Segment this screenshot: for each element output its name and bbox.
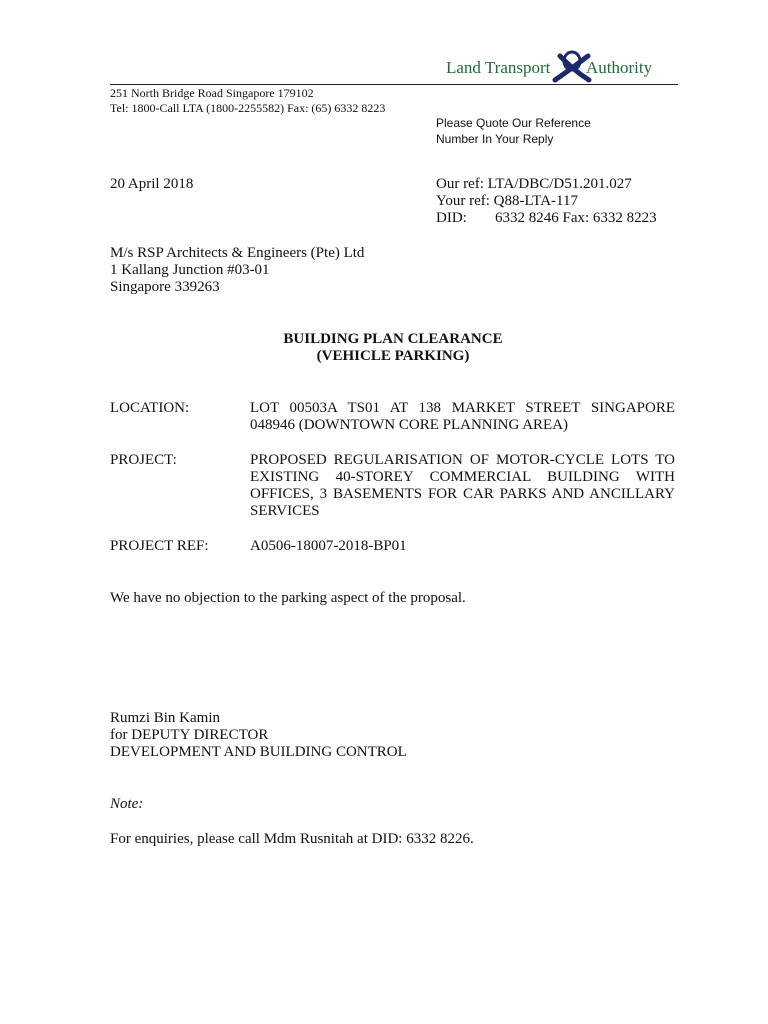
letter-date: 20 April 2018	[110, 176, 194, 192]
quote-reference-line1: Please Quote Our Reference	[436, 116, 591, 130]
statement: We have no objection to the parking aspect of the proposal.	[110, 590, 466, 606]
document-subtitle: (VEHICLE PARKING)	[316, 348, 470, 364]
project-value: PROPOSED REGULARISATION OF MOTOR-CYCLE LOTS TO EXISTING 40-STOREY COMMERCIAL BUILDING WITH OFFICES, 3 BASEMENTS FOR CAR PARKS AND ANCILLARY SERVICES	[250, 452, 675, 519]
location-label: LOCATION:	[110, 400, 190, 416]
your-ref: Your ref: Q88-LTA-117	[436, 193, 578, 209]
project-ref-label: PROJECT REF:	[110, 538, 209, 554]
header-contact: Tel: 1800-Call LTA (1800-2255582) Fax: (65) 6332 8223	[110, 101, 386, 115]
signatory-name: Rumzi Bin Kamin	[110, 710, 220, 726]
lta-logo	[444, 50, 664, 86]
logo-text-right: Authority	[586, 58, 653, 77]
recipient-name: M/s RSP Architects & Engineers (Pte) Ltd	[110, 245, 365, 261]
did-value: 6332 8246 Fax: 6332 8223	[495, 210, 657, 226]
document-title: BUILDING PLAN CLEARANCE	[283, 331, 503, 347]
location-value: LOT 00503A TS01 AT 138 MARKET STREET SINGAPORE 048946 (DOWNTOWN CORE PLANNING AREA)	[250, 400, 675, 433]
header-divider	[110, 84, 678, 85]
our-ref: Our ref: LTA/DBC/D51.201.027	[436, 176, 632, 192]
project-label: PROJECT:	[110, 452, 177, 468]
signatory-department: DEVELOPMENT AND BUILDING CONTROL	[110, 744, 407, 760]
did-label: DID:	[436, 210, 467, 226]
project-ref-value: A0506-18007-2018-BP01	[250, 538, 407, 554]
note-label: Note:	[110, 796, 144, 812]
logo-text-left: Land Transport	[446, 58, 551, 77]
note-text: For enquiries, please call Mdm Rusnitah at DID: 6332 8226.	[110, 831, 474, 847]
recipient-postcode: Singapore 339263	[110, 279, 220, 295]
recipient-address-line: 1 Kallang Junction #03-01	[110, 262, 270, 278]
quote-reference-line2: Number In Your Reply	[436, 132, 554, 146]
signatory-role: for DEPUTY DIRECTOR	[110, 727, 269, 743]
header-address: 251 North Bridge Road Singapore 179102	[110, 86, 314, 100]
